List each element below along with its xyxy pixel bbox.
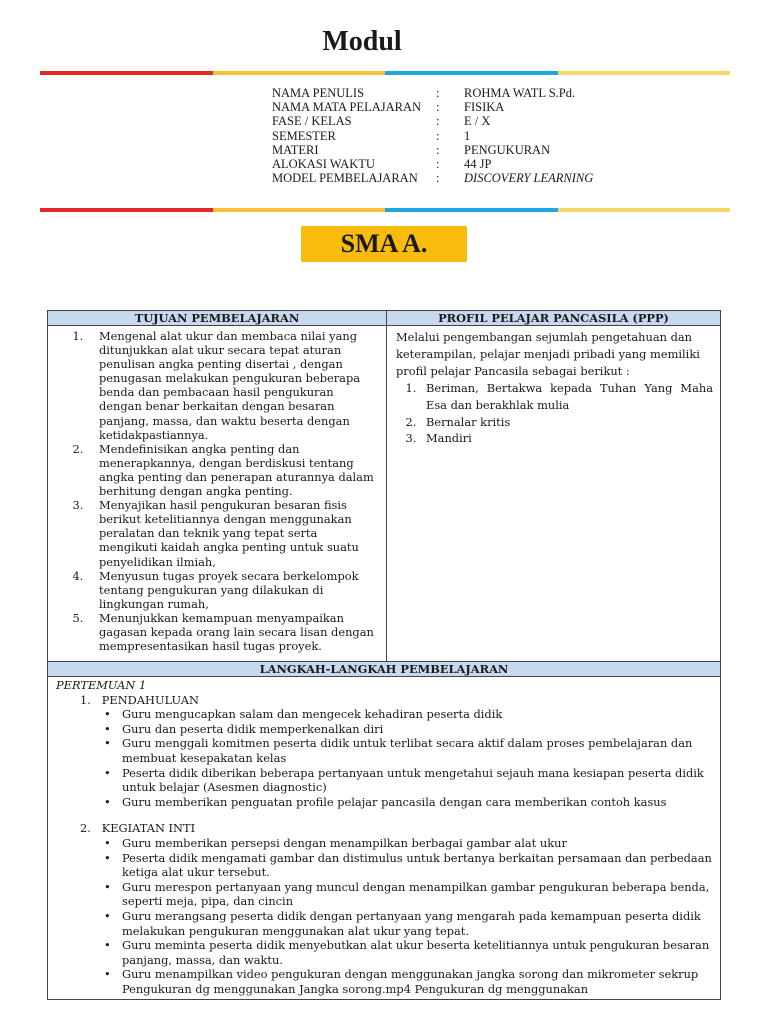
divider-segment xyxy=(385,208,558,212)
objectives-list xyxy=(49,327,385,657)
meta-value: E / X xyxy=(464,114,491,129)
meta-colon: : xyxy=(436,157,440,172)
meta-colon: : xyxy=(436,86,440,100)
step-item: • Guru merespon pertanyaan yang muncul dengan menampilkan gambar pengukuran beberapa benda, seperti meja, pipa, dan cincin xyxy=(104,880,713,909)
meta-value: DISCOVERY LEARNING xyxy=(464,171,594,186)
ppp-list xyxy=(396,380,713,448)
meta-label: MATERI xyxy=(272,142,319,157)
meta-value: 1 xyxy=(464,128,471,143)
ppp-cell xyxy=(387,326,721,662)
meta-colon: : xyxy=(436,142,440,157)
objective-item: 3. Menyajikan hasil pengukuran besaran fisis berikut ketelitiannya dengan menggunakan peralatan dan teknik yang tepat serta mengikuti kaidah angka penting untuk suatu penyelidikan ilmiah, xyxy=(87,498,379,568)
document-title: Modul xyxy=(322,26,402,57)
meta-value: FISIKA xyxy=(464,100,505,115)
meta-colon: : xyxy=(436,171,440,186)
meeting-label: PERTEMUAN 1 xyxy=(56,678,147,692)
step-item: • Guru memberikan penguatan profile pelajar pancasila dengan cara memberikan contoh kasus xyxy=(104,795,713,810)
objective-item: 5. Menunjukkan kemampuan menyampaikan gagasan kepada orang lain secara lisan dengan mempresentasikan hasil tugas proyek. xyxy=(87,611,379,653)
step-item: • Guru dan peserta didik memperkenalkan diri xyxy=(104,722,713,737)
ppp-item: 2. Bernalar kritis xyxy=(420,414,713,431)
divider-segment xyxy=(40,208,213,212)
meta-label: NAMA PENULIS xyxy=(272,86,365,100)
meta-value: 44 JP xyxy=(464,157,492,172)
ppp-item: 3. Mandiri xyxy=(420,430,713,447)
meta-label: FASE / KELAS xyxy=(272,114,352,129)
step-item: • Guru merangsang peserta didik dengan pertanyaan yang mengarah pada kemampuan peserta didik melakukan pengukuran menggunakan alat ukur yang tepat. xyxy=(104,909,713,938)
step-item: • Guru menggali komitmen peserta didik untuk terlibat secara aktif dalam proses pembelajaran dan membuat kesepakatan kelas xyxy=(104,736,713,765)
meta-row xyxy=(272,171,593,185)
divider-segment xyxy=(558,71,731,75)
section-title: 2. KEGIATAN INTI xyxy=(80,821,196,836)
ppp-item: 1. Beriman, Bertakwa kepada Tuhan Yang Maha Esa dan berakhlak mulia xyxy=(420,380,713,414)
meta-row xyxy=(272,100,593,114)
meta-colon: : xyxy=(436,100,440,115)
color-divider-top xyxy=(40,71,730,75)
section-title: 1. PENDAHULUAN xyxy=(80,692,199,707)
divider-segment xyxy=(385,71,558,75)
step-item: • Guru mengucapkan salam dan mengecek kehadiran peserta didik xyxy=(104,707,713,722)
objective-item: 4. Menyusun tugas proyek secara berkelompok tentang pengukuran yang dilakukan di lingkungan rumah, xyxy=(87,569,379,611)
meta-value: ROHMA WATL S.Pd. xyxy=(464,86,576,100)
ppp-header: PROFIL PELAJAR PANCASILA (PPP) xyxy=(387,311,721,326)
meta-row xyxy=(272,86,593,100)
step-item: • Guru meminta peserta didik menyebutkan alat ukur beserta ketelitiannya untuk pengukuran besaran panjang, massa, dan waktu. xyxy=(104,938,713,967)
divider-segment xyxy=(213,208,386,212)
color-divider-bottom xyxy=(40,208,730,212)
meta-colon: : xyxy=(436,128,440,143)
meta-row xyxy=(272,114,593,128)
ppp-intro: Melalui pengembangan sejumlah pengetahuan dan keterampilan, pelajar menjadi pribadi yang memiliki profil pelajar Pancasila sebagai berikut : xyxy=(396,330,700,378)
school-name-badge: SMA A. xyxy=(301,226,467,262)
divider-segment xyxy=(40,71,213,75)
step-list xyxy=(56,707,713,809)
objective-item: 2. Mendefinisikan angka penting dan menerapkannya, dengan berdiskusi tentang angka penting dan penerapan aturannya dalam berhitung dengan angka penting. xyxy=(87,442,379,498)
objectives-header: TUJUAN PEMBELAJARAN xyxy=(48,311,387,326)
objectives-cell xyxy=(48,326,387,662)
learning-plan-table xyxy=(47,310,721,1000)
meta-label: NAMA MATA PELAJARAN xyxy=(272,100,422,115)
step-item: • Guru menampilkan video pengukuran dengan menggunakan jangka sorong dan mikrometer sekrup Pengukuran dg menggunakan Jangka sorong.mp4 Pengukuran dg menggunakan xyxy=(104,967,713,996)
meta-row xyxy=(272,143,593,157)
meta-colon: : xyxy=(436,114,440,129)
divider-segment xyxy=(213,71,386,75)
objective-item: 1. Mengenal alat ukur dan membaca nilai yang ditunjukkan alat ukur secara tepat aturan penulisan angka penting disertai , dengan penugasan melakukan pengukuran beberapa benda dan pembacaan hasil pengukuran dengan benar berkaitan dengan besaran panjang, massa, dan waktu beserta dengan ketidakpastiannya. xyxy=(87,329,379,442)
meta-label: ALOKASI WAKTU xyxy=(272,157,375,172)
divider-segment xyxy=(558,208,731,212)
step-item: • Peserta didik diberikan beberapa pertanyaan untuk mengetahui sejauh mana kesiapan peserta didik untuk belajar (Asesmen diagnostic) xyxy=(104,766,713,795)
steps-cell xyxy=(48,677,721,1000)
meta-label: SEMESTER xyxy=(272,128,336,143)
step-item: • Peserta didik mengamati gambar dan distimulus untuk bertanya berkaitan persamaan dan perbedaan ketiga alat ukur tersebut. xyxy=(104,851,713,880)
meta-row xyxy=(272,157,593,171)
module-info-block xyxy=(272,86,593,185)
step-list xyxy=(56,836,713,997)
steps-header: LANGKAH-LANGKAH PEMBELAJARAN xyxy=(48,662,721,677)
step-item: • Guru memberikan persepsi dengan menampilkan berbagai gambar alat ukur xyxy=(104,836,713,851)
meta-label: MODEL PEMBELAJARAN xyxy=(272,171,418,186)
meta-row xyxy=(272,129,593,143)
meta-value: PENGUKURAN xyxy=(464,142,551,157)
